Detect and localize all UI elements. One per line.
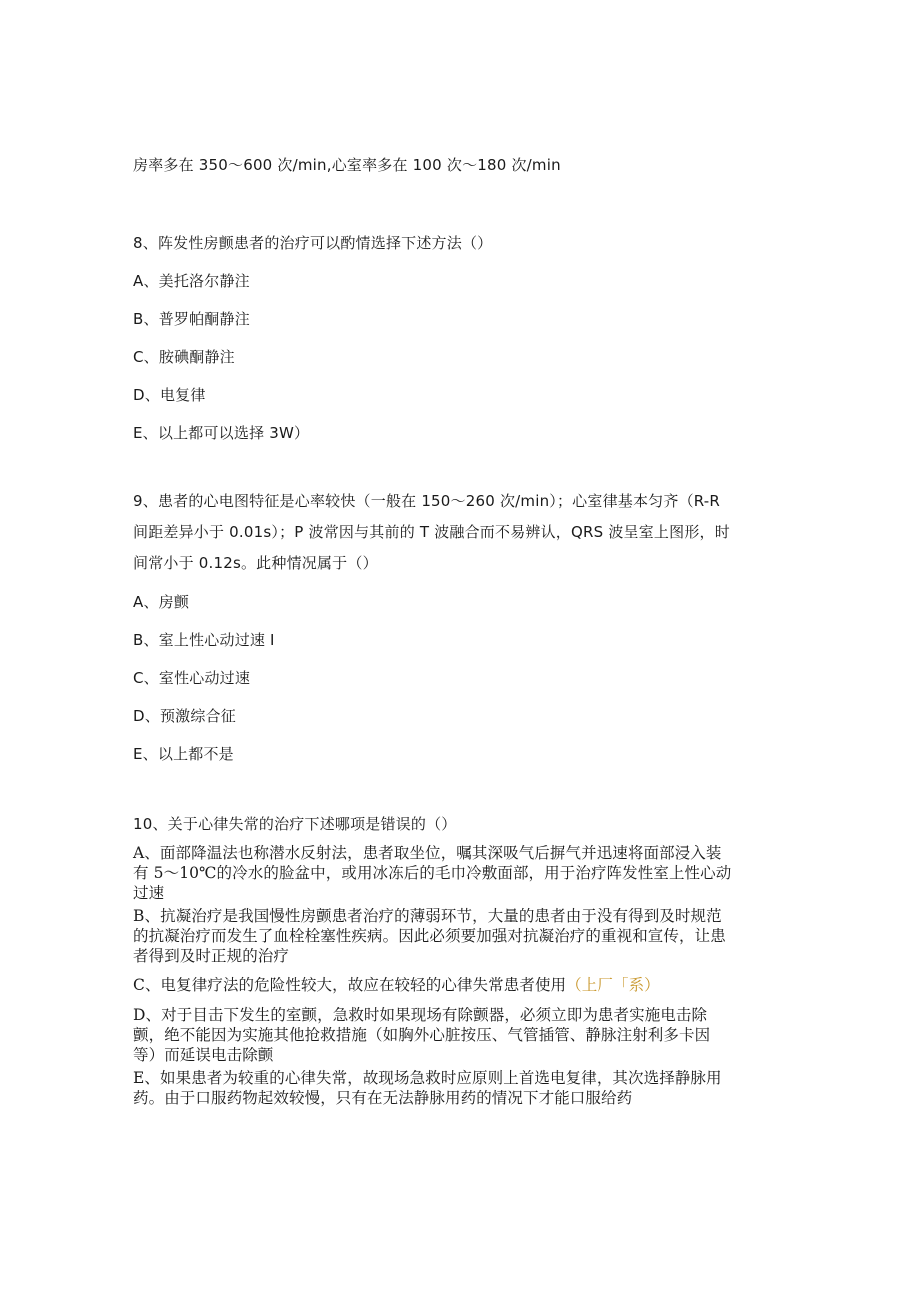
question-10-option-d-line-2: 颤，绝不能因为实施其他抢救措施（如胸外心脏按压、气管插管、静脉注射利多卡因 — [133, 1026, 711, 1044]
question-10-option-c — [133, 976, 660, 995]
question-8-option-b: B、普罗帕酮静注 — [133, 310, 250, 328]
intro-text: 房率多在 350～600 次/min,心室率多在 100 次～180 次/min — [133, 156, 561, 174]
question-8-option-e: E、以上都可以选择 3W） — [133, 424, 310, 442]
question-9-stem-line-2: 间距差异小于 0.01s）；P 波常因与其前的 T 波融合而不易辨认，QRS 波呈室上图形，时 — [133, 523, 730, 541]
question-9-stem-line-3: 间常小于 0.12s。此种情况属于（） — [133, 554, 378, 572]
question-9-option-e: E、以上都不是 — [133, 745, 234, 763]
question-10-option-d-line-3: 等）而延误电击除颤 — [133, 1046, 274, 1064]
question-10-option-c-text: C、电复律疗法的危险性较大，故应在较轻的心律失常患者使用 — [133, 976, 567, 994]
question-9-option-a: A、房颤 — [133, 593, 190, 611]
question-9-stem-line-1: 9、患者的心电图特征是心率较快（一般在 150～260 次/min）；心室律基本匀齐（R-R — [133, 492, 721, 510]
question-9-option-d: D、预激综合征 — [133, 707, 236, 725]
question-8-stem: 8、阵发性房颤患者的治疗可以酌情选择下述方法（） — [133, 234, 493, 252]
question-10-option-e-line-2: 药。由于口服药物起效较慢，只有在无法静脉用药的情况下才能口服给药 — [133, 1089, 633, 1107]
question-10-option-b-line-1: B、抗凝治疗是我国慢性房颤患者治疗的薄弱环节，大量的患者由于没有得到及时规范 — [133, 907, 722, 925]
question-8-option-d: D、电复律 — [133, 386, 206, 404]
question-10-option-e-line-1: E、如果患者为较重的心律失常，故现场急救时应原则上首选电复律，其次选择静脉用 — [133, 1069, 722, 1087]
question-10-option-a-line-3: 过速 — [133, 884, 165, 902]
question-10-stem: 10、关于心律失常的治疗下述哪项是错误的（） — [133, 815, 457, 833]
question-10-option-b-line-2: 的抗凝治疗而发生了血栓栓塞性疾病。因此必须要加强对抗凝治疗的重视和宣传，让患 — [133, 927, 726, 945]
question-9-option-b: B、室上性心动过速 I — [133, 631, 275, 649]
question-8-option-a: A、美托洛尔静注 — [133, 272, 250, 290]
question-10-option-d-line-1: D、对于目击下发生的室颤，急救时如果现场有除颤器，必须立即为患者实施电击除 — [133, 1006, 708, 1024]
question-10-option-a-line-2: 有 5～10℃的冷水的脸盆中，或用冰冻后的毛巾冷敷面部，用于治疗阵发性室上性心动 — [133, 864, 732, 882]
handwritten-annotation: （上厂「系） — [566, 976, 660, 994]
question-8-option-c: C、胺碘酮静注 — [133, 348, 235, 366]
question-10-option-b-line-3: 者得到及时正规的治疗 — [133, 947, 290, 965]
question-10-option-a-line-1: A、面部降温法也称潜水反射法，患者取坐位，嘱其深吸气后摒气并迅速将面部浸入装 — [133, 844, 722, 862]
question-9-option-c: C、室性心动过速 — [133, 669, 251, 687]
